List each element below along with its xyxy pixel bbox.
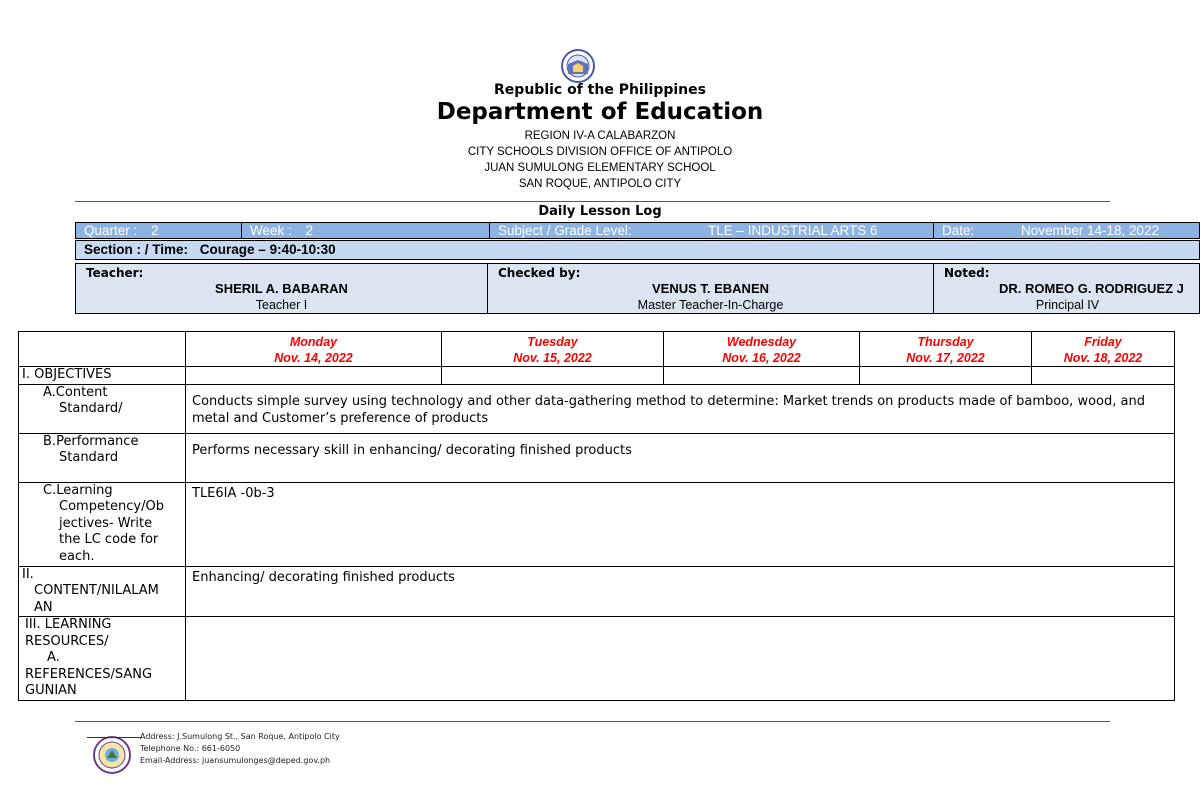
- label-line: CONTENT/NILALAM: [34, 583, 159, 598]
- noted-role: Principal IV: [1035, 298, 1100, 312]
- section-value: Courage – 9:40-10:30: [199, 242, 336, 257]
- objectives-row: [19, 367, 1175, 385]
- empty-cell: [1032, 367, 1175, 385]
- footer-divider: [75, 721, 1110, 722]
- label-line: jectives-: [59, 515, 114, 531]
- date-label: Date:: [942, 223, 975, 238]
- learning-competency-label: [19, 482, 186, 566]
- empty-cell: [186, 367, 442, 385]
- label-line: REFERENCES/SANG: [25, 666, 153, 682]
- footer-telephone: Telephone No.: 661-6050: [140, 744, 241, 753]
- section-label: Section : / Time:: [84, 242, 189, 257]
- day-date: Nov. 15, 2022: [513, 351, 592, 365]
- day-header: [664, 332, 860, 367]
- region-text: REGION IV-A CALABARZON: [524, 130, 676, 142]
- department-heading: Department of Education: [436, 99, 764, 125]
- label-line: RESOURCES/: [25, 633, 109, 649]
- label-line: Write: [113, 515, 153, 531]
- day-name: Monday: [289, 335, 338, 349]
- letter: C.: [43, 482, 57, 498]
- resources-text: [186, 617, 1175, 701]
- resources-row: [19, 617, 1175, 701]
- teacher-role: Teacher I: [255, 298, 308, 312]
- label-line: Competency/Ob: [59, 499, 164, 514]
- content-standard-label: [19, 384, 186, 433]
- subject-label: Subject / Grade Level:: [498, 223, 632, 238]
- footer-email: Email-Address: juansumulonges@deped.gov.ph: [140, 756, 331, 765]
- day-name: Wednesday: [726, 335, 797, 349]
- subject-cell: [490, 223, 934, 238]
- label-line: II.: [22, 566, 34, 582]
- footer-dash: [87, 737, 142, 738]
- school-info: [0, 128, 1200, 192]
- label-line: each.: [59, 548, 95, 564]
- checked-name: VENUS T. EBANEN: [651, 281, 770, 296]
- label-line: III. LEARNING: [25, 617, 112, 632]
- checked-role: Master Teacher-In-Charge: [637, 298, 784, 312]
- performance-standard-label: [19, 433, 186, 482]
- quarter-label: Quarter :: [84, 223, 138, 238]
- label-line: Learning: [56, 482, 113, 498]
- quarter-cell: [76, 223, 242, 238]
- noted-label: Noted:: [944, 266, 990, 280]
- header-divider: [75, 201, 1110, 202]
- footer-address: Address: J.Sumulong St., San Roque, Antipolo City: [140, 732, 340, 741]
- log-title: Daily Lesson Log: [538, 204, 662, 219]
- performance-standard-text: Performs necessary skill in enhancing/ decorating finished products: [186, 433, 1175, 482]
- info-bar: [75, 222, 1200, 239]
- quarter-value: 2: [151, 223, 159, 238]
- label-line: Performance: [56, 433, 139, 449]
- performance-standard-row: [19, 433, 1175, 482]
- day-header: [860, 332, 1032, 367]
- school-address: SAN ROQUE, ANTIPOLO CITY: [518, 178, 682, 190]
- day-header-row: [19, 332, 1175, 367]
- checked-label: Checked by:: [498, 266, 581, 280]
- empty-cell: [664, 367, 860, 385]
- noted-name: DR. ROMEO G. RODRIGUEZ J: [999, 281, 1184, 296]
- day-date: Nov. 16, 2022: [722, 351, 801, 365]
- republic-heading: Republic of the Philippines: [494, 82, 706, 98]
- teacher-name: SHERIL A. BABARAN: [215, 281, 348, 296]
- day-date: Nov. 14, 2022: [274, 351, 353, 365]
- empty-cell: [442, 367, 664, 385]
- school-logo-icon: [92, 735, 132, 775]
- day-date: Nov. 18, 2022: [1063, 351, 1143, 365]
- empty-cell: [860, 367, 1032, 385]
- deped-seal-icon: [554, 48, 602, 84]
- signatories-row: [75, 263, 1200, 314]
- division-text: CITY SCHOOLS DIVISION OFFICE OF ANTIPOLO: [467, 146, 733, 158]
- teacher-label: Teacher:: [86, 266, 144, 280]
- learning-competency-text: TLE6IA -0b-3: [186, 482, 1175, 566]
- day-date: Nov. 17, 2022: [906, 351, 985, 365]
- letter: A.: [43, 384, 56, 400]
- day-header: [442, 332, 664, 367]
- subject-value: TLE – INDUSTRIAL ARTS 6: [708, 223, 878, 238]
- day-name: Friday: [1084, 335, 1122, 349]
- label-line: Standard: [59, 450, 119, 465]
- week-label: Week :: [250, 223, 292, 238]
- date-value: November 14-18, 2022: [1021, 223, 1160, 238]
- day-name: Tuesday: [527, 335, 578, 349]
- content-row: [19, 566, 1175, 617]
- day-header: [186, 332, 442, 367]
- day-header: [1032, 332, 1175, 367]
- label-line: Content: [55, 384, 108, 400]
- blank-header-cell: [19, 332, 186, 367]
- day-name: Thursday: [917, 335, 974, 349]
- date-cell: [934, 223, 1200, 238]
- objectives-label: I. OBJECTIVES: [19, 367, 186, 385]
- checked-cell: [488, 264, 934, 313]
- label-line: Standard/: [59, 401, 123, 416]
- content-label: [19, 566, 186, 617]
- school-name: JUAN SUMULONG ELEMENTARY SCHOOL: [484, 162, 716, 174]
- noted-cell: [934, 264, 1200, 313]
- content-standard-row: [19, 384, 1175, 433]
- week-cell: [242, 223, 490, 238]
- content-text: Enhancing/ decorating finished products: [186, 566, 1175, 617]
- label-line: A.: [47, 650, 60, 665]
- week-value: 2: [305, 223, 314, 238]
- resources-label: [19, 617, 186, 701]
- learning-competency-row: [19, 482, 1175, 566]
- lesson-table: [18, 331, 1175, 701]
- section-bar: [75, 240, 1200, 260]
- label-line: GUNIAN: [25, 683, 77, 698]
- label-line: the LC code for: [59, 532, 159, 547]
- content-standard-text: Conducts simple survey using technology and other data-gathering method to determine: Market trends on products made of bamboo, wood, and metal and Customer’s preference of products: [186, 384, 1175, 433]
- label-line: AN: [34, 599, 53, 615]
- teacher-cell: [76, 264, 488, 313]
- letter: B.: [43, 433, 57, 449]
